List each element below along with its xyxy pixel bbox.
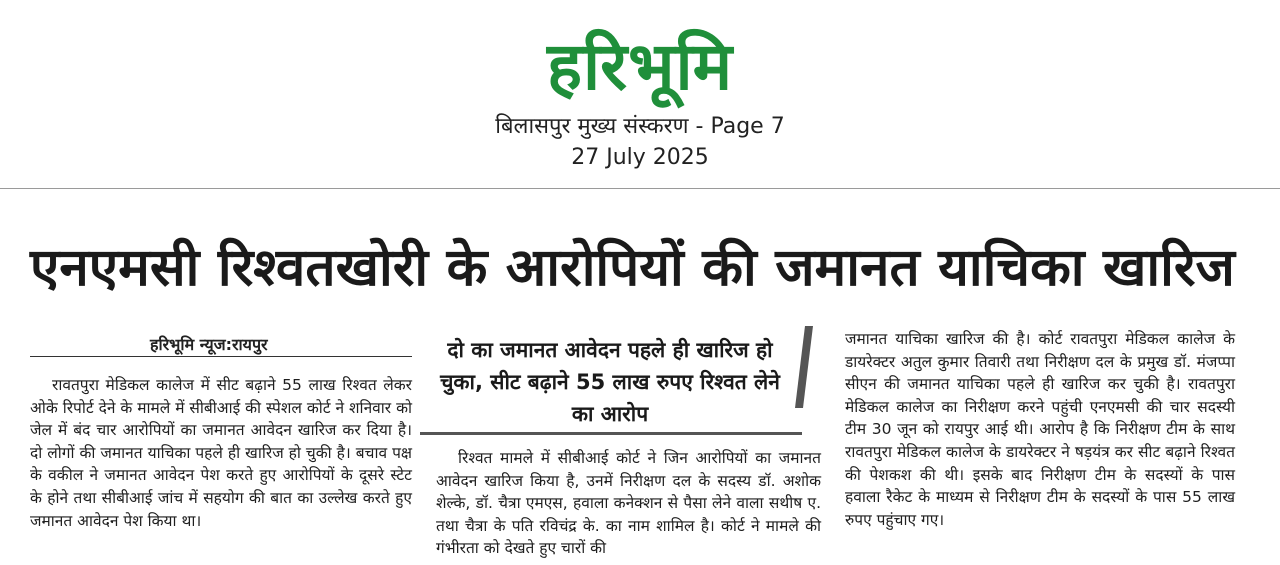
subhead-box bbox=[420, 328, 820, 436]
byline-divider bbox=[30, 356, 412, 357]
article-headline: एनएमसी रिश्वतखोरी के आरोपियों की जमानत याचिका खारिज bbox=[30, 238, 1235, 298]
article-column-1: रावतपुरा मेडिकल कालेज में सीट बढ़ाने 55 लाख रिश्वत लेकर ओके रिपोर्ट देने के मामले में सीबीआई की स्पेशल कोर्ट ने शनिवार को जेल में बंद चार आरोपियों का जमानत आवेदन खारिज कर दिया है। दो लोगों की जमानत याचिका पहले ही खारिज हो चुकी है। बचाव पक्ष के वकील ने जमानत आवेदन पेश करते हुए आरोपियों के दूसरे स्टेट के होने तथा सीबीआई जांच में सहयोग की बात का उल्लेख करते हुए जमानत आवेदन पेश किया था। bbox=[30, 376, 412, 530]
newspaper-logo: हरिभूमि bbox=[546, 28, 734, 105]
article-column-2: रिश्वत मामले में सीबीआई कोर्ट ने जिन आरोपियों का जमानत आवेदन खारिज किया है, उनमें निरीक्षण दल के सदस्य डॉ. अशोक शेल्के, डॉ. चैत्रा एमएस, हवाला कनेक्शन से पैसा लेने वाला सथीष ए. तथा चैत्रा के पति रविचंद्र के. का नाम शामिल है। कोर्ट ने मामले की गंभीरता को देखते हुए चारों की bbox=[436, 449, 821, 558]
masthead bbox=[0, 0, 1280, 188]
edition-label: बिलासपुर मुख्य संस्करण - Page 7 bbox=[495, 114, 785, 139]
masthead-divider bbox=[0, 188, 1280, 189]
edition-date: 27 July 2025 bbox=[571, 145, 709, 170]
article-column-3: जमानत याचिका खारिज की है। कोर्ट रावतपुरा मेडिकल कालेज के डायरेक्टर अतुल कुमार तिवारी तथा निरीक्षण दल के प्रमुख डॉ. मंजप्पा सीएन की जमानत याचिका पहले ही खारिज कर चुकी है। रावतपुरा मेडिकल कालेज का निरीक्षण करने पहुंची एनएमसी की चार सदस्यी टीम 30 जून को रायपुर आई थी। आरोप है कि निरीक्षण टीम के साथ रावतपुरा मेडिकल कालेज के डायरेक्टर ने षड़यंत्र कर सीट बढ़ाने रिश्वत की पेशकश की थी। इसके बाद निरीक्षण टीम के सदस्यों के पास हवाला रैकेट के माध्यम से निरीक्षण टीम के सदस्यों के पास 55 लाख रुपए पहुंचाए गए। bbox=[845, 330, 1235, 529]
subhead-slash-decoration bbox=[795, 326, 813, 408]
article-byline: हरिभूमि न्यूज:रायपुर bbox=[150, 335, 268, 354]
article-subhead: दो का जमानत आवेदन पहले ही खारिज हो चुका, सीट बढ़ाने 55 लाख रुपए रिश्वत लेने का आरोप bbox=[440, 338, 780, 426]
subhead-underline bbox=[420, 432, 802, 435]
